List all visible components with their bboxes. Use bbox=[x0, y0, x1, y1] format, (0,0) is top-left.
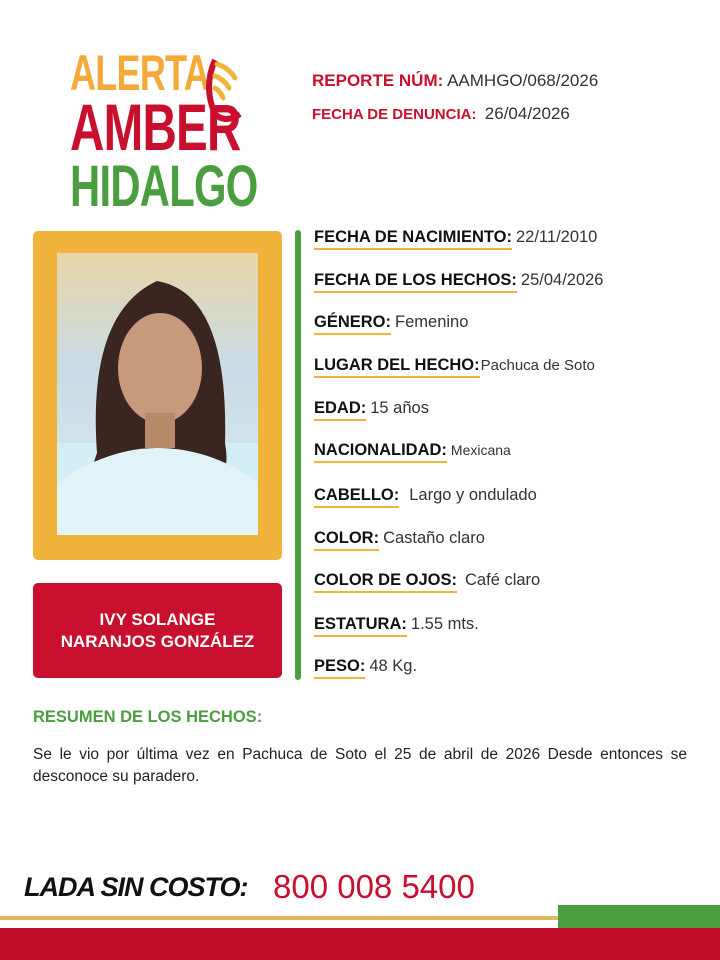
complaint-value: 26/04/2026 bbox=[484, 104, 570, 123]
field-birth-date bbox=[314, 228, 597, 247]
field-value: 48 Kg. bbox=[369, 657, 418, 675]
field-place bbox=[314, 356, 595, 375]
complaint-label: FECHA DE DENUNCIA: bbox=[312, 106, 477, 123]
field-label: PESO: bbox=[314, 657, 365, 679]
field-value: Largo y ondulado bbox=[409, 486, 537, 504]
logo-line-3: HIDALGO bbox=[70, 154, 258, 219]
field-label: GÉNERO: bbox=[314, 313, 391, 335]
field-age bbox=[314, 399, 429, 418]
complaint-date bbox=[312, 104, 570, 124]
field-label: FECHA DE LOS HECHOS: bbox=[314, 271, 517, 293]
logo-line-2: AMBER bbox=[70, 90, 241, 164]
field-eye-color bbox=[314, 571, 540, 590]
footer-yellow-line bbox=[0, 916, 560, 920]
field-weight bbox=[314, 657, 417, 676]
field-label: ESTATURA: bbox=[314, 615, 407, 637]
field-label: FECHA DE NACIMIENTO: bbox=[314, 228, 512, 250]
hotline-label: LADA SIN COSTO: bbox=[24, 872, 248, 902]
field-label: COLOR DE OJOS: bbox=[314, 571, 457, 593]
person-name bbox=[33, 583, 282, 678]
report-number bbox=[312, 71, 598, 91]
summary-title: RESUMEN DE LOS HECHOS: bbox=[33, 708, 263, 726]
field-label: COLOR: bbox=[314, 529, 379, 551]
field-value: 22/11/2010 bbox=[516, 228, 598, 246]
field-event-date bbox=[314, 271, 604, 290]
field-value: Pachuca de Soto bbox=[480, 357, 595, 374]
logo-line-1: ALERTA bbox=[70, 45, 210, 101]
field-value: 15 años bbox=[370, 399, 429, 417]
name-line-2: NARANJOS GONZÁLEZ bbox=[60, 631, 255, 651]
field-height bbox=[314, 615, 479, 634]
field-value: Café claro bbox=[465, 571, 541, 589]
photo-frame bbox=[33, 231, 282, 560]
report-value: AAMHGO/068/2026 bbox=[447, 71, 599, 90]
hotline-number[interactable]: 800 008 5400 bbox=[273, 868, 475, 905]
field-label: CABELLO: bbox=[314, 486, 399, 508]
field-hair bbox=[314, 486, 537, 505]
footer-red-band bbox=[0, 928, 720, 960]
signal-waves-icon bbox=[195, 52, 245, 127]
field-label: EDAD: bbox=[314, 399, 366, 421]
field-value: Femenino bbox=[395, 313, 469, 331]
field-value: Mexicana bbox=[450, 442, 511, 458]
report-label: REPORTE NÚM: bbox=[312, 71, 444, 90]
field-gender bbox=[314, 313, 468, 332]
field-color bbox=[314, 529, 485, 548]
summary-text: Se le vio por última vez en Pachuca de Soto el 25 de abril de 2026 Desde entonces se desconoce su paradero. bbox=[33, 746, 687, 785]
green-divider bbox=[295, 230, 301, 680]
field-label: LUGAR DEL HECHO: bbox=[314, 356, 480, 378]
field-label: NACIONALIDAD: bbox=[314, 441, 447, 463]
field-value: 1.55 mts. bbox=[410, 615, 479, 633]
missing-person-photo bbox=[57, 253, 258, 535]
name-line-1: IVY SOLANGE bbox=[99, 609, 216, 629]
field-nationality bbox=[314, 441, 511, 460]
field-value: 25/04/2026 bbox=[520, 271, 604, 289]
field-value: Castaño claro bbox=[383, 529, 485, 547]
footer-green-block bbox=[558, 905, 720, 928]
